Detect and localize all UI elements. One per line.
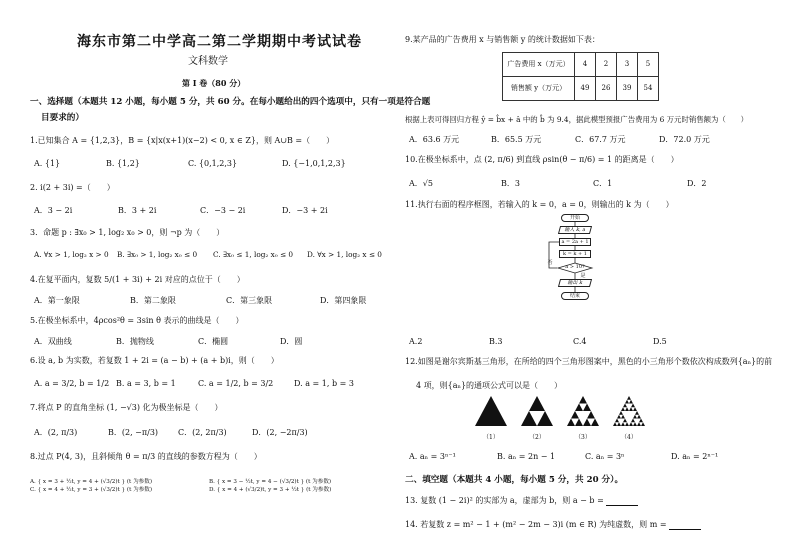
q12-stem-2: 4 项，则{aₙ}的通项公式可以是（ ）	[416, 381, 563, 390]
q11-option-b[interactable]: B.3	[489, 337, 503, 346]
q6-stem: 6.设 a, b 为实数，若复数 1 + 2i = (a − b) + (a + b)i，则（ ）	[30, 356, 279, 365]
q5-option-b[interactable]: B．抛物线	[116, 337, 154, 346]
table-cell: 39	[617, 77, 638, 101]
q9-options	[409, 135, 710, 145]
q2-stem: 2. i(2 + 3i) =（ ）	[30, 183, 115, 192]
q3-option-c[interactable]: C. ∃x₀ ≤ 1, log₂ x₀ ≤ 0	[213, 250, 294, 259]
volume-heading: 第 I 卷（80 分）	[182, 78, 246, 88]
q4-options	[34, 296, 366, 306]
sierpinski-triangle-1	[475, 396, 507, 426]
q2-option-d[interactable]: D．−3 + 2i	[282, 206, 328, 215]
table-row	[503, 53, 659, 77]
q5-option-d[interactable]: D．圆	[280, 337, 303, 346]
q12-option-c[interactable]: C. aₙ = 3ⁿ	[585, 452, 625, 461]
table-cell: 54	[638, 77, 659, 101]
q7-option-d[interactable]: D．(2, −2π/3)	[252, 428, 308, 437]
q6-option-d[interactable]: D. a = 1, b = 3	[294, 379, 354, 388]
sierpinski-triangles	[475, 396, 655, 432]
q12-option-a[interactable]: A. aₙ = 3ⁿ⁻¹	[409, 452, 456, 461]
table-cell: 26	[596, 77, 617, 101]
q11-flowchart	[545, 213, 605, 331]
figure-label-2: （2）	[529, 434, 545, 441]
q10-option-c[interactable]: C．1	[593, 179, 613, 188]
flow-start: 开始	[561, 214, 589, 222]
q1-option-a[interactable]: A. {1}	[34, 159, 61, 168]
q8-option-b[interactable]: B. { x = 3 − ½t, y = 4 − (√3/2)t } (t 为参数)	[209, 479, 332, 485]
q10-stem: 10.在极坐标系中，点 (2, π/6) 到直线 ρsin(θ − π/6) = 1 的距离是（ ）	[405, 155, 679, 164]
table-cell: 2	[596, 53, 617, 77]
q13-stem: 13. 复数 (1 − 2i)² 的实部为 a，虚部为 b，则 a − b =	[405, 496, 604, 505]
q1-stem: 1.已知集合 A = {1,2,3}，B = {x|x(x+1)(x−2) < 0, x ∈ Z}，则 A∪B =（ ）	[30, 136, 335, 145]
q1-option-c[interactable]: C. {0,1,2,3}	[188, 159, 238, 168]
q1-option-d[interactable]: D. {−1,0,1,2,3}	[282, 159, 346, 168]
q3-option-d[interactable]: D. ∀x > 1, log₂ x ≤ 0	[307, 250, 382, 259]
flow-process-k: k = k + 1	[559, 250, 591, 258]
table-cell: 5	[638, 53, 659, 77]
q9-option-d[interactable]: D．72.0 万元	[659, 135, 710, 144]
q8-option-c[interactable]: C. { x = 4 + ½t, y = 3 + (√3/2)t } (t 为参数)	[30, 487, 153, 494]
q14-stem: 14. 若复数 z = m² − 1 + (m² − 2m − 3)i (m ∈ R) 为纯虚数，则 m =	[405, 520, 667, 529]
q6-options	[34, 379, 354, 389]
q13-answer-blank[interactable]	[606, 498, 638, 506]
flow-input: 输入 k, a	[558, 226, 592, 234]
q11-stem: 11.执行右面的程序框图，若输入的 k = 0，a = 0，则输出的 k 为（ ）	[405, 200, 674, 209]
table-row-label: 销售额 y（万元）	[503, 77, 575, 101]
q9-option-a[interactable]: A．63.6 万元	[409, 135, 460, 144]
q6-option-c[interactable]: C. a = 1/2, b = 3/2	[198, 379, 274, 388]
q11-options	[409, 337, 667, 347]
q2-option-c[interactable]: C．−3 − 2i	[200, 206, 246, 215]
q8-options	[30, 478, 382, 495]
q2-option-b[interactable]: B．3 + 2i	[118, 206, 157, 215]
q10-option-b[interactable]: B．3	[501, 179, 520, 188]
q7-option-c[interactable]: C．(2, 2π/3)	[178, 428, 227, 437]
flow-yes-label: 是	[580, 273, 586, 279]
q6-option-a[interactable]: A. a = 3/2, b = 1/2	[34, 379, 110, 388]
flow-process-a: a = 2a + 1	[559, 238, 591, 246]
q1-option-b[interactable]: B. {1,2}	[106, 159, 140, 168]
figure-label-4: （4）	[621, 434, 637, 441]
q9-option-b[interactable]: B．65.5 万元	[491, 135, 542, 144]
right-column	[405, 0, 777, 560]
q10-option-a[interactable]: A．√5	[409, 179, 433, 188]
table-cell: 4	[575, 53, 596, 77]
q9-stem-2: 根据上表可得回归方程 ŷ = b̂x + â 中的 b̂ 为 9.4，据此模型预报广告费用为 6 万元时销售额为（ ）	[405, 115, 748, 124]
q14-answer-blank[interactable]	[669, 522, 701, 530]
q6-option-b[interactable]: B. a = 3, b = 1	[116, 379, 176, 388]
q9-stem: 9.某产品的广告费用 x 与销售额 y 的统计数据如下表：	[405, 35, 600, 44]
figure-label-1: （1）	[483, 434, 499, 441]
q3-options	[34, 251, 382, 260]
q7-options	[34, 428, 308, 438]
q7-option-b[interactable]: B．(2, −π/3)	[108, 428, 159, 437]
section1-heading-line1: 一、选择题（本题共 12 小题，每小题 5 分，共 60 分。在每小题给出的四个选项中，只有一项是符合题	[30, 97, 431, 107]
flow-end: 结束	[561, 292, 589, 300]
q5-option-a[interactable]: A．双曲线	[34, 337, 72, 346]
sierpinski-triangle-4	[613, 396, 645, 426]
q10-options	[409, 179, 707, 189]
section1-heading-line2: 目要求的）	[41, 113, 84, 123]
q8-option-a[interactable]: A. { x = 3 + ½t, y = 4 + (√3/2)t } (t 为参数)	[30, 479, 153, 485]
q3-option-a[interactable]: A. ∀x > 1, log₂ x > 0	[34, 250, 109, 259]
q12-option-b[interactable]: B. aₙ = 2n − 1	[497, 452, 556, 461]
figure-label-3: （3）	[575, 434, 591, 441]
q12-options	[409, 452, 718, 462]
q7-stem: 7.将点 P 的直角坐标 (1, −√3) 化为极坐标是（ ）	[30, 403, 223, 412]
q5-option-c[interactable]: C．椭圆	[198, 337, 229, 346]
sierpinski-figures	[475, 396, 655, 448]
q5-options	[34, 337, 302, 347]
table-row	[503, 77, 659, 101]
flow-decision: a > 10?	[565, 264, 585, 270]
q3-stem: 3．命题 p : ∃x₀ > 1, log₂ x₀ > 0，则 ¬p 为（ ）	[30, 228, 225, 237]
q11-option-c[interactable]: C.4	[573, 337, 587, 346]
q2-options	[34, 206, 328, 216]
q14-line	[405, 520, 701, 530]
table-cell: 49	[575, 77, 596, 101]
exam-subject: 文科数学	[188, 56, 228, 67]
q12-stem-1: 12.如图是谢尔宾斯基三角形，在所给的四个三角形图案中，黑色的小三角形个数依次构成数列{aₙ}的前	[405, 357, 773, 366]
q11-option-a[interactable]: A.2	[409, 337, 423, 346]
q11-option-d[interactable]: D.5	[653, 337, 667, 346]
flow-output: 输出 k	[558, 279, 592, 287]
q4-option-d[interactable]: D．第四象限	[320, 296, 367, 305]
q7-option-a[interactable]: A．(2, π/3)	[34, 428, 78, 437]
q1-options	[34, 159, 346, 169]
exam-title: 海东市第二中学高二第二学期期中考试试卷	[77, 34, 362, 50]
section2-heading: 二、填空题（本题共 4 小题，每小题 5 分，共 20 分）。	[405, 475, 624, 485]
q2-option-a[interactable]: A．3 − 2i	[34, 206, 73, 215]
q4-stem: 4.在复平面内，复数 5/(1 + 3i) + 2i 对应的点位于（ ）	[30, 275, 245, 284]
q12-option-d[interactable]: D. aₙ = 2ⁿ⁻¹	[671, 452, 719, 461]
q4-option-a[interactable]: A．第一象限	[34, 296, 80, 305]
q5-stem: 5.在极坐标系中，4ρcos²θ = 3sin θ 表示的曲线是（ ）	[30, 316, 244, 325]
q9-option-c[interactable]: C．67.7 万元	[575, 135, 626, 144]
q8-stem: 8.过点 P(4, 3)，且斜倾角 θ = π/3 的直线的参数方程为（ ）	[30, 452, 262, 461]
flow-no-label: 否	[547, 260, 553, 266]
table-row-label: 广告费用 x（万元）	[503, 53, 575, 77]
table-cell: 3	[617, 53, 638, 77]
q8-option-d[interactable]: D. { x = 4 + (√3/2)t, y = 3 + ½t } (t 为参数)	[209, 487, 332, 494]
sierpinski-triangle-2	[521, 396, 553, 426]
q10-option-d[interactable]: D．2	[687, 179, 707, 188]
q4-option-b[interactable]: B．第二象限	[130, 296, 176, 305]
q4-option-c[interactable]: C．第三象限	[226, 296, 273, 305]
sierpinski-triangle-3	[567, 396, 599, 426]
q9-stat-table	[502, 52, 659, 101]
q13-line	[405, 496, 638, 506]
q3-option-b[interactable]: B. ∃x₀ > 1, log₂ x₀ ≤ 0	[117, 250, 198, 259]
